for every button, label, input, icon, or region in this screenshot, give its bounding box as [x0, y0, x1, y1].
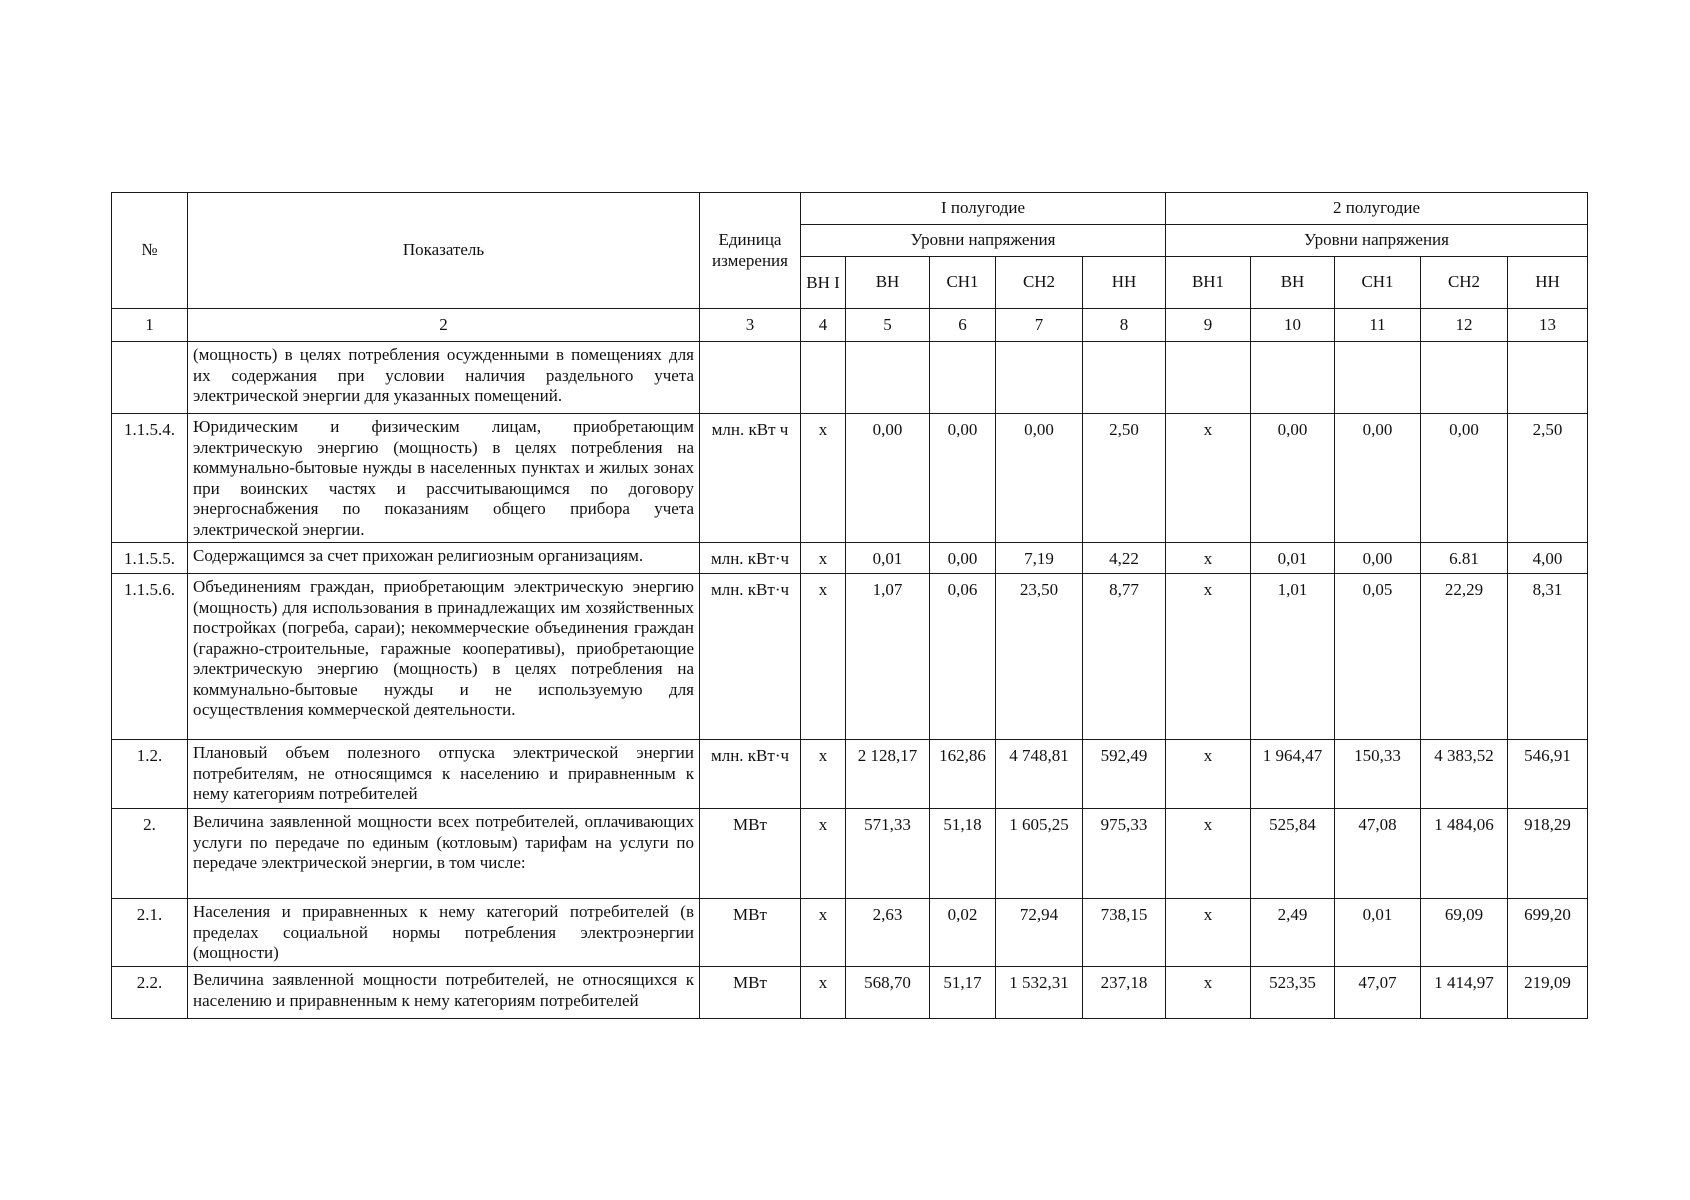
table-row	[112, 967, 1588, 1019]
column-number-row	[112, 309, 1588, 342]
header-level: НН	[1083, 257, 1166, 309]
row-value: 23,50	[996, 574, 1083, 740]
row-value: 0,06	[930, 574, 996, 740]
row-value: 0,00	[930, 543, 996, 574]
row-number: 1.1.5.5.	[112, 543, 188, 574]
column-number: 4	[801, 309, 846, 342]
table-row	[112, 414, 1588, 543]
row-value: 51,18	[930, 809, 996, 899]
row-indicator: Юридическим и физическим лицам, приобретающим электрическую энергию (мощность) в целях потребления на коммунально-бытовые нужды в населенных пунктах и жилых зонах при воинских частях и рассчитывающимся по договору энергоснабжения по показаниям общего прибора учета электрической энергии.	[188, 414, 700, 543]
header-number: №	[112, 193, 188, 309]
row-value: 4,00	[1508, 543, 1588, 574]
row-value: 568,70	[846, 967, 930, 1019]
row-value: х	[1166, 809, 1251, 899]
row-value: 975,33	[1083, 809, 1166, 899]
row-value: 8,31	[1508, 574, 1588, 740]
row-value: 4 383,52	[1421, 740, 1508, 809]
row-indicator: Объединениям граждан, приобретающим электрическую энергию (мощность) для использования в принадлежащих им хозяйственных постройках (погреба, сараи); некоммерческие объединения граждан (гаражно-строительные, гаражные кооперативы), приобретающие электрическую энергию (мощность) в целях потребления на коммунально-бытовые нужды и не используемую для осуществления коммерческой деятельности.	[188, 574, 700, 740]
table-row	[112, 740, 1588, 809]
row-value: 0,05	[1335, 574, 1421, 740]
row-value	[1508, 342, 1588, 414]
row-value: 1 484,06	[1421, 809, 1508, 899]
row-value	[930, 342, 996, 414]
row-indicator: (мощность) в целях потребления осужденными в помещениях для их содержания при условии наличия раздельного учета электрической энергии для указанных помещений.	[188, 342, 700, 414]
row-value	[846, 342, 930, 414]
row-unit: МВт	[700, 899, 801, 967]
header-voltage-levels-2: Уровни напряжения	[1166, 225, 1588, 257]
row-value: 7,19	[996, 543, 1083, 574]
row-unit: млн. кВт·ч	[700, 574, 801, 740]
table-row	[112, 574, 1588, 740]
row-value: х	[801, 414, 846, 543]
row-value: х	[801, 543, 846, 574]
header-level: СН1	[930, 257, 996, 309]
row-value: 0,01	[846, 543, 930, 574]
row-value: 571,33	[846, 809, 930, 899]
table-row	[112, 899, 1588, 967]
column-number: 1	[112, 309, 188, 342]
row-value: 162,86	[930, 740, 996, 809]
row-value: 0,00	[996, 414, 1083, 543]
table-row	[112, 543, 1588, 574]
header-level: ВН	[1251, 257, 1335, 309]
row-value: 738,15	[1083, 899, 1166, 967]
column-number: 9	[1166, 309, 1251, 342]
row-value: 0,00	[1421, 414, 1508, 543]
header-voltage-levels-1: Уровни напряжения	[801, 225, 1166, 257]
header-level: НН	[1508, 257, 1588, 309]
row-value: х	[1166, 899, 1251, 967]
row-value: 0,00	[846, 414, 930, 543]
row-value: 0,00	[930, 414, 996, 543]
row-value: х	[801, 574, 846, 740]
row-value: х	[801, 967, 846, 1019]
row-value: 592,49	[1083, 740, 1166, 809]
table-body	[112, 309, 1588, 1019]
row-value: х	[1166, 740, 1251, 809]
row-value: 237,18	[1083, 967, 1166, 1019]
header-level: ВН I	[801, 257, 846, 309]
row-value: х	[801, 809, 846, 899]
row-value: 47,08	[1335, 809, 1421, 899]
row-number: 1.2.	[112, 740, 188, 809]
row-value: 4,22	[1083, 543, 1166, 574]
row-value: 1 605,25	[996, 809, 1083, 899]
row-value: 22,29	[1421, 574, 1508, 740]
row-indicator: Величина заявленной мощности потребителей, не относящихся к населению и приравненным к нему категориям потребителей	[188, 967, 700, 1019]
row-value: х	[801, 740, 846, 809]
row-indicator: Населения и приравненных к нему категорий потребителей (в пределах социальной нормы потребления электроэнергии (мощности)	[188, 899, 700, 967]
column-number: 12	[1421, 309, 1508, 342]
row-unit: МВт	[700, 967, 801, 1019]
row-value: 1 964,47	[1251, 740, 1335, 809]
row-value: х	[1166, 574, 1251, 740]
row-value: 523,35	[1251, 967, 1335, 1019]
row-value: 0,02	[930, 899, 996, 967]
column-number: 10	[1251, 309, 1335, 342]
tariff-table	[111, 192, 1588, 1019]
row-value: 2,50	[1508, 414, 1588, 543]
row-value: 6.81	[1421, 543, 1508, 574]
column-number: 2	[188, 309, 700, 342]
row-value: х	[801, 899, 846, 967]
header-level: ВН1	[1166, 257, 1251, 309]
row-value: 1,01	[1251, 574, 1335, 740]
header-half-1: I полугодие	[801, 193, 1166, 225]
row-value: 47,07	[1335, 967, 1421, 1019]
header-level: СН1	[1335, 257, 1421, 309]
row-value: 546,91	[1508, 740, 1588, 809]
row-number: 1.1.5.6.	[112, 574, 188, 740]
row-value	[996, 342, 1083, 414]
row-value: 72,94	[996, 899, 1083, 967]
column-number: 7	[996, 309, 1083, 342]
row-value: 1 532,31	[996, 967, 1083, 1019]
row-value	[1166, 342, 1251, 414]
row-value: 2 128,17	[846, 740, 930, 809]
row-indicator: Плановый объем полезного отпуска электрической энергии потребителям, не относящимся к населению и приравненным к нему категориям потребителей	[188, 740, 700, 809]
column-number: 5	[846, 309, 930, 342]
header-level: СН2	[1421, 257, 1508, 309]
row-unit: МВт	[700, 809, 801, 899]
column-number: 8	[1083, 309, 1166, 342]
row-value: 0,00	[1335, 543, 1421, 574]
row-indicator: Содержащимся за счет прихожан религиозным организациям.	[188, 543, 700, 574]
row-number	[112, 342, 188, 414]
row-value: х	[1166, 543, 1251, 574]
row-unit: млн. кВт·ч	[700, 543, 801, 574]
table-header	[112, 193, 1588, 309]
row-value: 219,09	[1508, 967, 1588, 1019]
table-row	[112, 342, 1588, 414]
row-value	[1083, 342, 1166, 414]
row-unit: млн. кВт ч	[700, 414, 801, 543]
header-indicator: Показатель	[188, 193, 700, 309]
row-value: 0,00	[1251, 414, 1335, 543]
header-unit: Единица измерения	[700, 193, 801, 309]
row-number: 2.2.	[112, 967, 188, 1019]
column-number: 3	[700, 309, 801, 342]
header-level: ВН	[846, 257, 930, 309]
row-value: 0,00	[1335, 414, 1421, 543]
row-number: 2.1.	[112, 899, 188, 967]
column-number: 13	[1508, 309, 1588, 342]
row-number: 2.	[112, 809, 188, 899]
row-value: х	[1166, 414, 1251, 543]
row-indicator: Величина заявленной мощности всех потребителей, оплачивающих услуги по передаче по единым (котловым) тарифам на услуги по передаче электрической энергии, в том числе:	[188, 809, 700, 899]
header-level: СН2	[996, 257, 1083, 309]
row-value: 1 414,97	[1421, 967, 1508, 1019]
row-unit: млн. кВт·ч	[700, 740, 801, 809]
row-value: 0,01	[1251, 543, 1335, 574]
row-value: 918,29	[1508, 809, 1588, 899]
row-unit	[700, 342, 801, 414]
row-number: 1.1.5.4.	[112, 414, 188, 543]
row-value	[1251, 342, 1335, 414]
row-value	[801, 342, 846, 414]
column-number: 6	[930, 309, 996, 342]
table-row	[112, 809, 1588, 899]
row-value: 525,84	[1251, 809, 1335, 899]
row-value	[1421, 342, 1508, 414]
row-value: 8,77	[1083, 574, 1166, 740]
row-value: 2,49	[1251, 899, 1335, 967]
row-value: 0,01	[1335, 899, 1421, 967]
row-value: х	[1166, 967, 1251, 1019]
row-value: 1,07	[846, 574, 930, 740]
row-value: 2,50	[1083, 414, 1166, 543]
header-half-2: 2 полугодие	[1166, 193, 1588, 225]
row-value: 69,09	[1421, 899, 1508, 967]
row-value: 2,63	[846, 899, 930, 967]
row-value: 51,17	[930, 967, 996, 1019]
row-value: 699,20	[1508, 899, 1588, 967]
row-value	[1335, 342, 1421, 414]
row-value: 150,33	[1335, 740, 1421, 809]
column-number: 11	[1335, 309, 1421, 342]
row-value: 4 748,81	[996, 740, 1083, 809]
